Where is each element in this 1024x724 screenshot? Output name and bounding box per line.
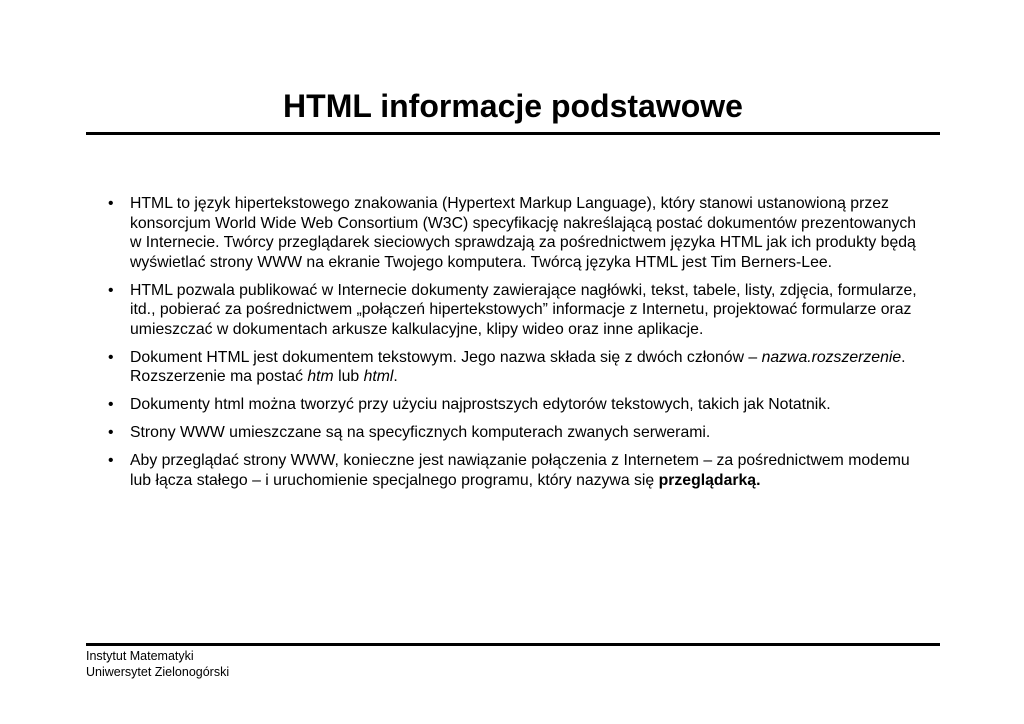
content-bullet-list (104, 194, 924, 499)
item-text: HTML pozwala publikować w Internecie dokumenty zawierające nagłówki, tekst, tabele, listy, zdjęcia, formularze, itd., pobierać za pośrednictwem „połączeń hipertekstowych” informacje z Internetu, projektować formularze oraz umieszczać w dokumentach arkusze kalkulacyjne, klipy wideo oraz inne aplikacje. (130, 281, 917, 338)
item-text: Dokument HTML jest dokumentem tekstowym. Jego nazwa składa się z dwóch członów – (130, 348, 762, 366)
italic-text: nazwa.rozszerzenie (761, 348, 902, 366)
bullet-icon: • (108, 396, 114, 413)
list-item (104, 451, 924, 490)
footer (86, 648, 229, 680)
item-text: lub (333, 368, 364, 385)
bold-text: przeglądarką. (658, 471, 761, 489)
item-text: Strony WWW umieszczane są na specyficznych komputerach zwanych serwerami. (130, 424, 711, 441)
italic-text: htm (307, 368, 334, 385)
bullet-icon: • (108, 424, 114, 441)
title-divider (86, 132, 940, 135)
bullet-icon: • (108, 195, 114, 212)
list-item (104, 395, 924, 415)
item-text: Aby przeglądać strony WWW, konieczne jest nawiązanie połączenia z Internetem – za pośrednictwem modemu lub łącza stałego – i uruchomienie specjalnego programu, który nazywa się (130, 452, 910, 489)
bullet-icon: • (108, 281, 114, 299)
list-item (104, 194, 924, 272)
footer-institute: Instytut Matematyki (86, 649, 194, 663)
list-item (104, 423, 924, 443)
footer-divider (86, 643, 940, 646)
item-text: Dokumenty html można tworzyć przy użyciu najprostszych edytorów tekstowych, takich jak Notatnik. (130, 396, 831, 413)
item-text: . (393, 368, 398, 385)
bullet-icon: • (108, 348, 114, 366)
bullet-icon: • (108, 452, 114, 469)
item-text: HTML to język hipertekstowego znakowania (Hypertext Markup Language), który stanowi ustanowioną przez konsorcjum World Wide Web Consortium (W3C) specyfikację nakreślającą postać dokumentów prezentowanych w Internecie. Twórcy przeglądarek sieciowych sprawdzają za pośrednictwem języka HTML jak ich produkty będą wyświetlać strony WWW na ekranie Twojego komputera. Twórcą języka HTML jest Tim Berners-Lee. (130, 195, 917, 271)
list-item (104, 348, 924, 387)
page-title: HTML informacje podstawowe (283, 88, 743, 124)
list-item (104, 281, 924, 340)
item-text: . Rozszerzenie ma postać (130, 348, 906, 385)
italic-text: html (363, 368, 394, 385)
footer-university: Uniwersytet Zielonogórski (86, 665, 230, 679)
